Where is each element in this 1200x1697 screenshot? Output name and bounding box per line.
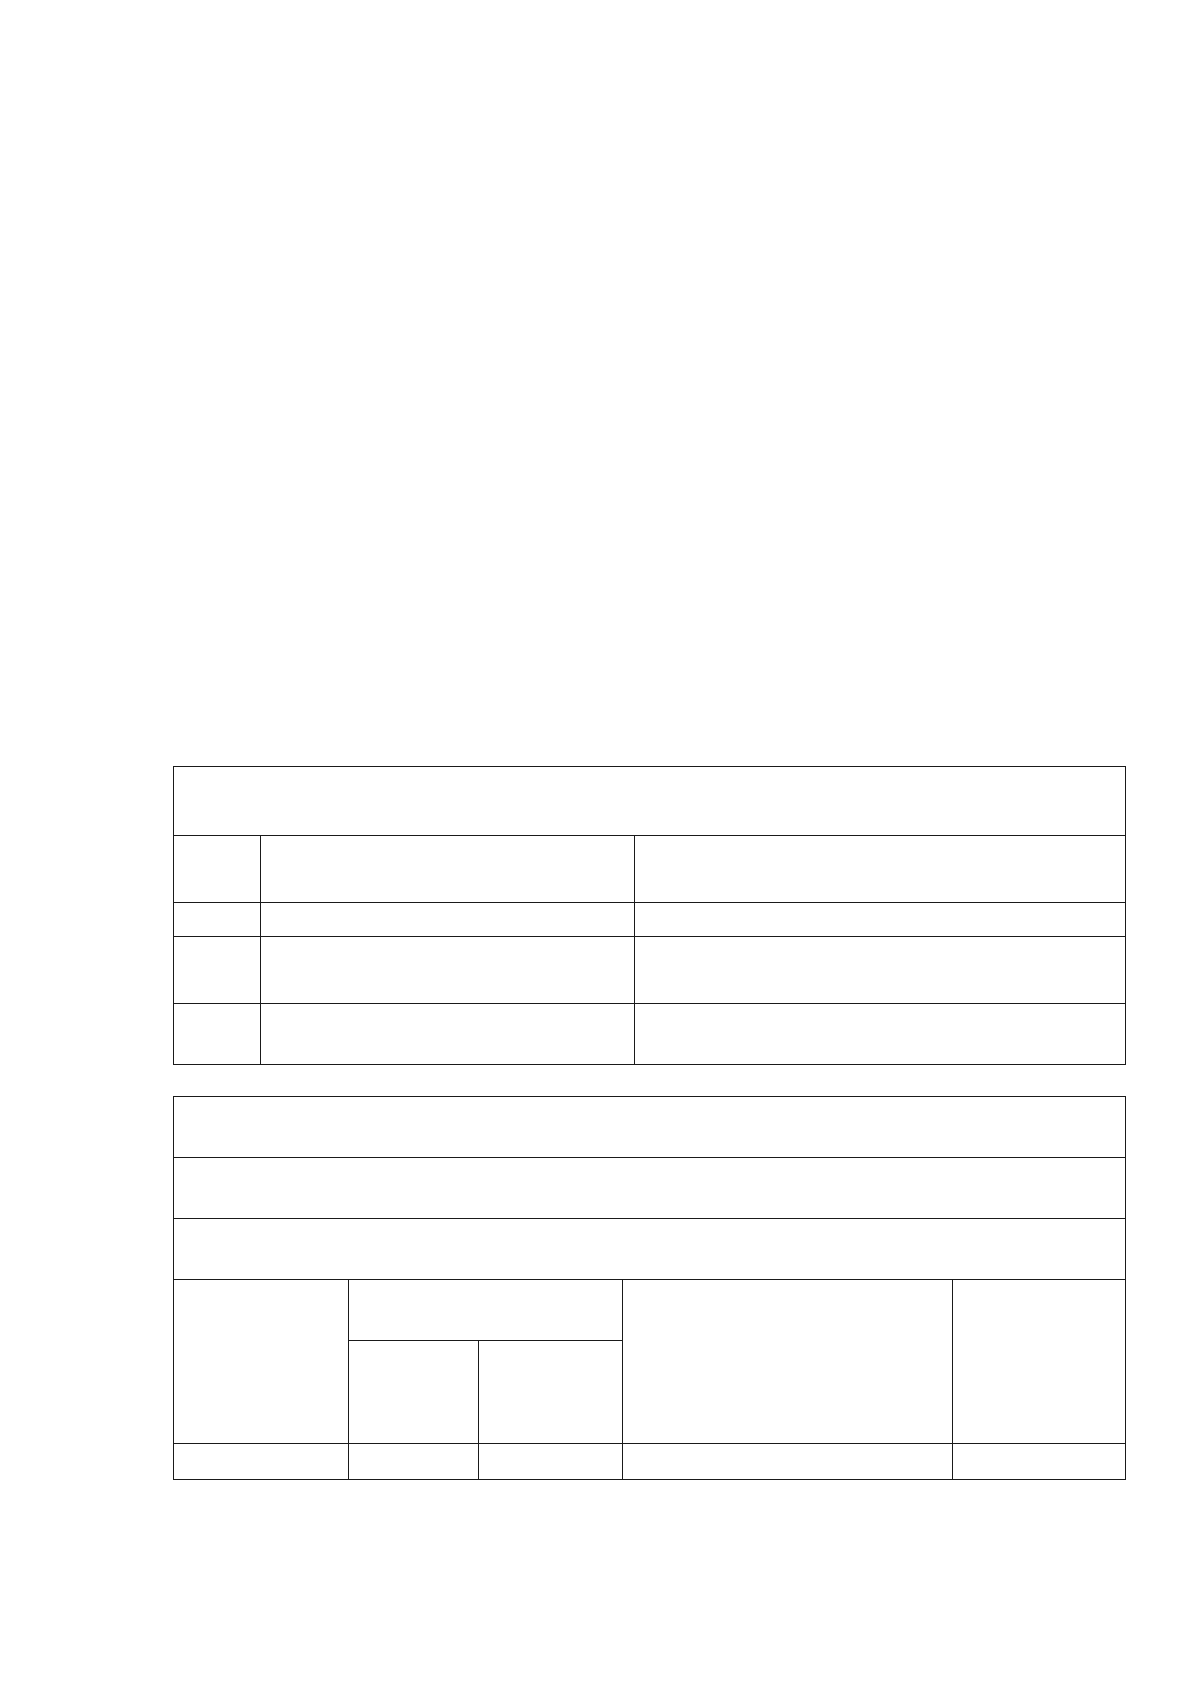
zone-row-num [174, 1004, 261, 1065]
zone-row-num [174, 937, 261, 1004]
zone-index-cell [261, 903, 635, 937]
bounds-index-cell [174, 1444, 349, 1480]
bounds-index-cell [623, 1444, 953, 1480]
header-x [349, 1341, 479, 1444]
zone-table-title [174, 767, 1126, 836]
zone-row-name [261, 1004, 635, 1065]
zone-header-characteristics [261, 836, 635, 903]
zone-info-table [173, 766, 1126, 1065]
bounds-table-title [174, 1097, 1126, 1158]
bounds-index-cell [349, 1444, 479, 1480]
header-method [623, 1280, 953, 1444]
bounds-table [173, 1096, 1126, 1480]
header-y [479, 1341, 623, 1444]
bounds-index-cell [953, 1444, 1126, 1480]
zone-row-value [635, 1004, 1126, 1065]
zone-header-description [635, 836, 1126, 903]
zone-index-cell [635, 903, 1126, 937]
section-paragraph [173, 502, 1125, 540]
header-designation [174, 1280, 349, 1444]
zone-row-name [261, 937, 635, 1004]
zone-row-value [635, 937, 1126, 1004]
zone-header-num [174, 836, 261, 903]
coordinate-system-line [174, 1158, 1126, 1219]
bounds-index-cell [479, 1444, 623, 1480]
zone-index-cell [174, 903, 261, 937]
header-coordinates [349, 1280, 623, 1341]
points-info-line [174, 1219, 1126, 1280]
header-description [953, 1280, 1126, 1444]
